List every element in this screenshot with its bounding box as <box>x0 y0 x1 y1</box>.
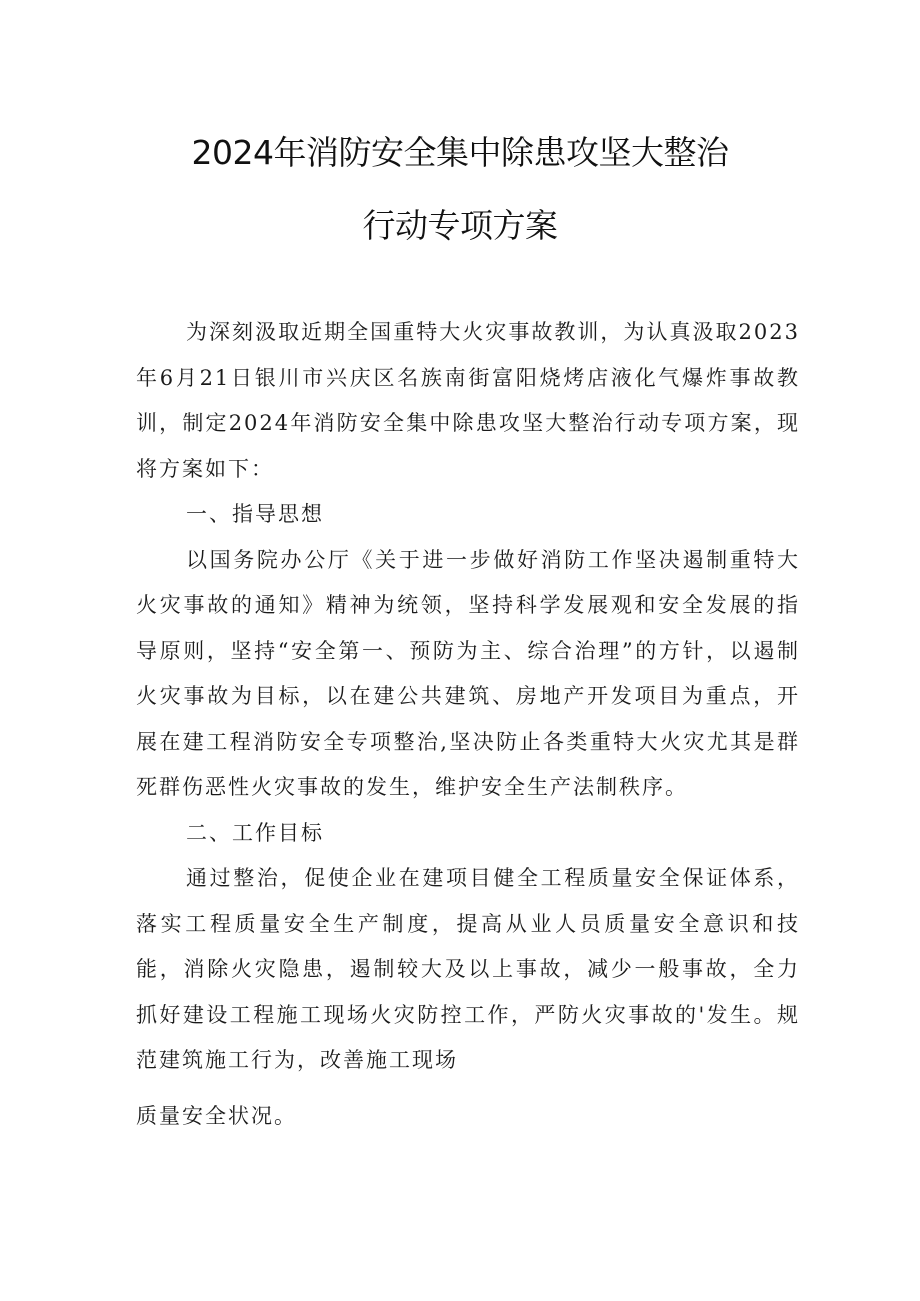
document-title-line-1: 2024年消防安全集中除患攻坚大整治 <box>191 133 729 172</box>
intro-paragraph: 为深刻汲取近期全国重特大火灾事故教训，为认真汲取2023年6月21日银川市兴庆区名族南街富阳烧烤店液化气爆炸事故教训，制定2024年消防安全集中除患攻坚大整治行动专项方案，现将方案如下： <box>136 320 800 481</box>
section-heading-guiding-ideology: 一、指导思想 <box>186 502 324 526</box>
work-goals-paragraph-tail: 质量安全状况。 <box>136 1103 297 1128</box>
guiding-ideology-paragraph: 以国务院办公厅《关于进一步做好消防工作坚决遏制重特大火灾事故的通知》精神为统领，坚持科学发展观和安全发展的指导原则，坚持“安全第一、预防为主、综合治理”的方针，以遏制火灾事故为目标，以在建公共建筑、房地产开发项目为重点，开展在建工程消防安全专项整治,坚决防止各类重特大火灾尤其是群死群伤恶性火灾事故的发生，维护安全生产法制秩序。 <box>136 547 800 799</box>
document-body <box>136 310 800 1139</box>
work-goals-paragraph: 通过整治，促使企业在建项目健全工程质量安全保证体系，落实工程质量安全生产制度，提高从业人员质量安全意识和技能，消除火灾隐患，遏制较大及以上事故，减少一般事故，全力抓好建设工程施工现场火灾防控工作，严防火灾事故的'发生。规范建筑施工行为，改善施工现场 <box>136 866 800 1072</box>
section-heading-work-goals: 二、工作目标 <box>186 820 324 845</box>
document-title-line-2: 行动专项方案 <box>362 206 558 245</box>
